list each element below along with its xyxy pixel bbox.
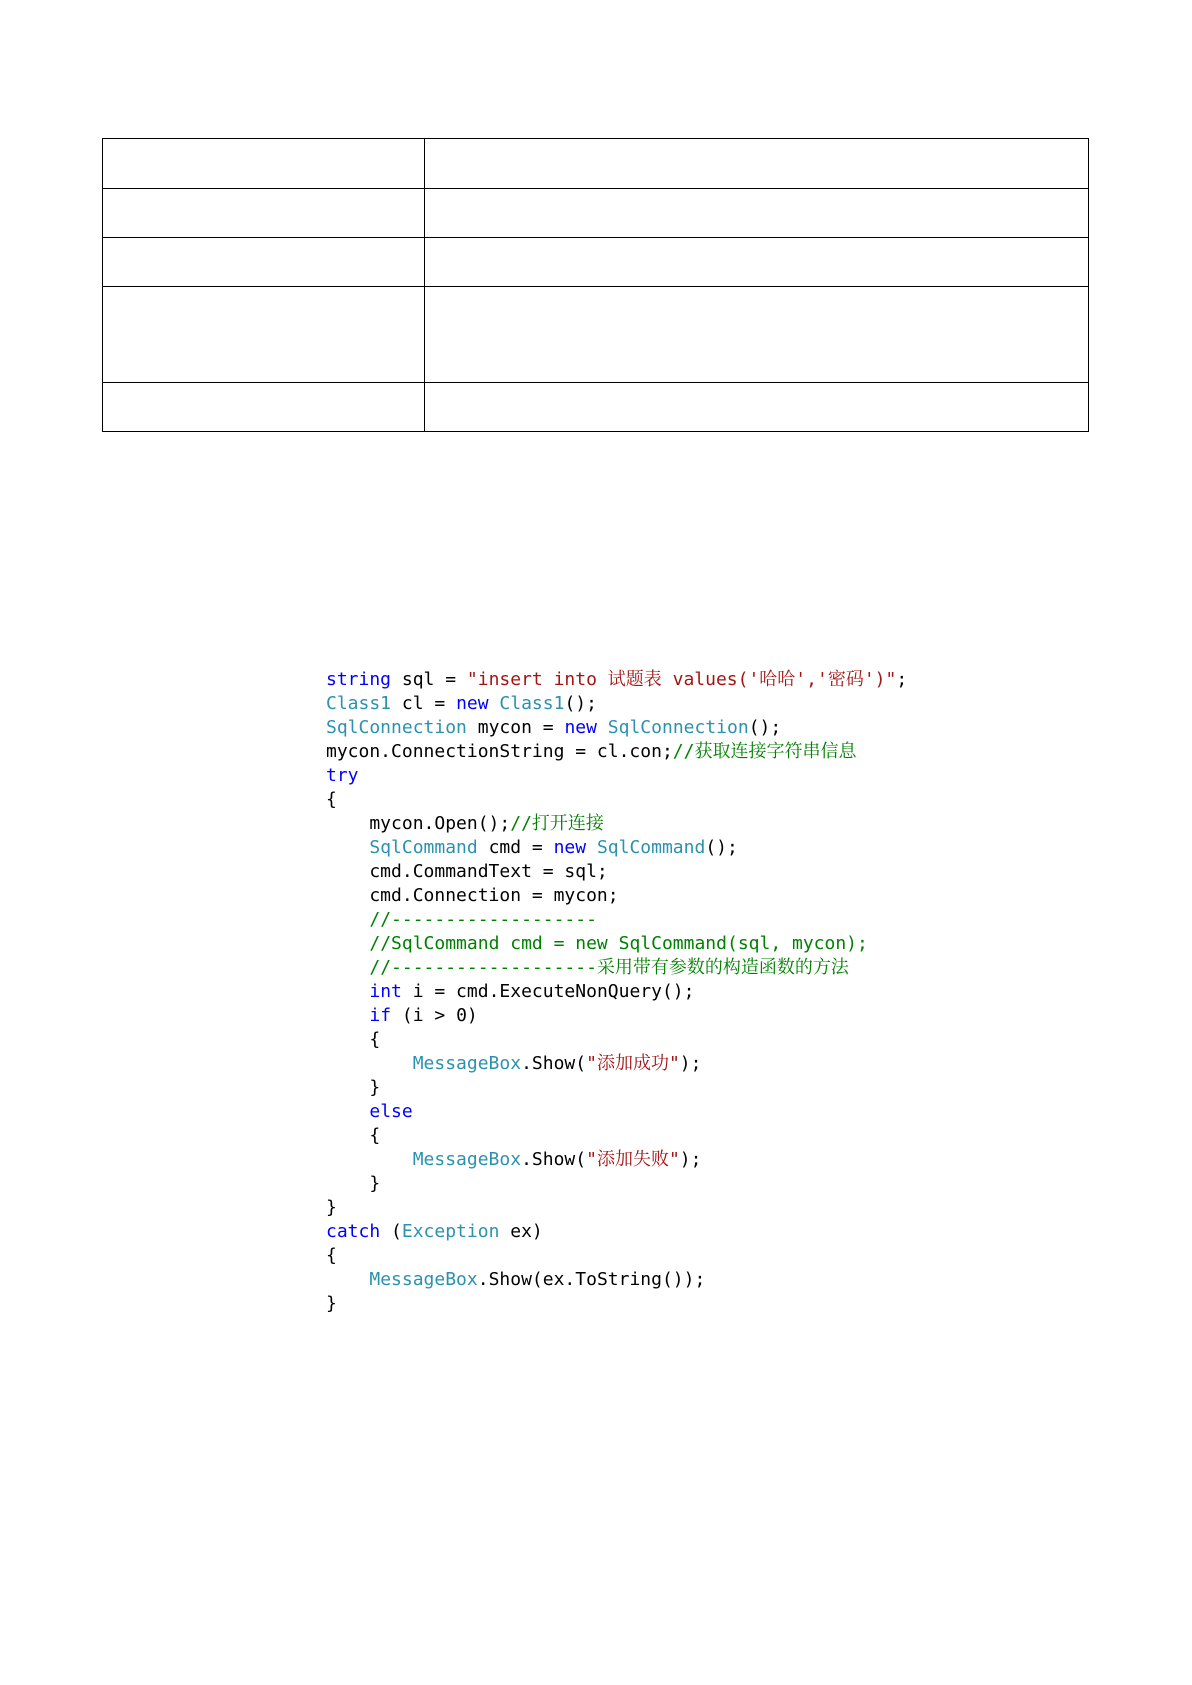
- code-line: [326, 1052, 907, 1076]
- code-token: SqlCommand: [369, 837, 478, 858]
- code-token: [586, 837, 597, 858]
- code-token: cl =: [391, 693, 457, 714]
- empty-table: [102, 138, 1088, 432]
- code-token: //SqlCommand cmd = new SqlCommand(sql, mycon);: [369, 933, 868, 954]
- table-cell: [425, 287, 1089, 383]
- code-line: [326, 740, 907, 764]
- code-token: cmd.CommandText = sql;: [326, 861, 608, 882]
- table-cell: [425, 189, 1089, 238]
- code-token: ;: [896, 669, 908, 690]
- table-row: [103, 189, 1089, 238]
- table-cell: [103, 287, 425, 383]
- code-token: cmd =: [477, 837, 554, 858]
- code-token: }: [326, 1197, 337, 1218]
- code-line: [326, 1196, 907, 1220]
- code-line: [326, 1148, 907, 1172]
- code-token: //打开连接: [510, 813, 604, 834]
- code-token: Class1: [499, 693, 565, 714]
- code-line: [326, 860, 907, 884]
- table-cell: [425, 139, 1089, 189]
- code-token: MessageBox: [412, 1053, 522, 1074]
- code-line: [326, 836, 907, 860]
- code-token: "insert into 试题表 values('哈哈','密码')": [466, 669, 897, 690]
- code-line: [326, 812, 907, 836]
- code-line: [326, 1124, 907, 1148]
- code-token: (: [380, 1221, 402, 1242]
- code-line: [326, 1268, 907, 1292]
- code-token: ();: [564, 693, 597, 714]
- code-token: mycon.Open();: [326, 813, 511, 834]
- code-token: .Show(: [521, 1149, 587, 1170]
- table-cell: [103, 139, 425, 189]
- code-token: MessageBox: [369, 1269, 478, 1290]
- code-token: [326, 1149, 413, 1170]
- code-token: "添加失败": [586, 1149, 680, 1170]
- code-token: Exception: [401, 1221, 500, 1242]
- code-token: );: [679, 1149, 702, 1170]
- code-token: SqlConnection: [607, 717, 749, 738]
- code-token: );: [679, 1053, 702, 1074]
- code-token: try: [326, 765, 359, 786]
- code-token: ();: [748, 717, 782, 738]
- code-line: [326, 1244, 907, 1268]
- code-token: [326, 1053, 413, 1074]
- code-line: [326, 1220, 907, 1244]
- code-line: [326, 956, 907, 980]
- code-token: [326, 933, 369, 954]
- table-row: [103, 238, 1089, 287]
- code-token: {: [326, 1125, 381, 1146]
- code-token: [326, 1101, 369, 1122]
- code-token: mycon.ConnectionString = cl.con;: [326, 741, 673, 762]
- code-token: else: [369, 1101, 413, 1122]
- table-row: [103, 139, 1089, 189]
- table-cell: [103, 383, 425, 432]
- code-line: [326, 908, 907, 932]
- code-token: .Show(ex.ToString());: [477, 1269, 706, 1290]
- code-token: //-------------------: [369, 909, 597, 930]
- code-token: [326, 909, 369, 930]
- code-line: [326, 1172, 907, 1196]
- code-line: [326, 1292, 907, 1316]
- code-line: [326, 668, 907, 692]
- code-token: [489, 693, 500, 714]
- code-token: //-------------------采用带有参数的构造函数的方法: [369, 957, 849, 978]
- form-table: [102, 138, 1089, 432]
- code-line: [326, 1100, 907, 1124]
- code-token: [326, 1005, 369, 1026]
- code-token: //获取连接字符串信息: [672, 741, 857, 762]
- code-line: [326, 692, 907, 716]
- code-token: [597, 717, 608, 738]
- code-line: [326, 1028, 907, 1052]
- code-snippet: [326, 668, 907, 1316]
- code-line: [326, 1004, 907, 1028]
- code-token: ex): [499, 1221, 543, 1242]
- table-cell: [425, 383, 1089, 432]
- code-token: int: [369, 981, 402, 1002]
- code-token: mycon =: [466, 717, 565, 738]
- code-token: new: [456, 693, 489, 714]
- code-token: "添加成功": [586, 1053, 680, 1074]
- code-token: {: [326, 789, 337, 810]
- code-token: new: [553, 837, 587, 858]
- code-token: }: [326, 1293, 337, 1314]
- code-token: SqlConnection: [326, 717, 467, 738]
- table-row: [103, 383, 1089, 432]
- code-token: cmd.Connection = mycon;: [326, 885, 619, 906]
- code-token: i = cmd.ExecuteNonQuery();: [401, 981, 695, 1002]
- code-token: [326, 981, 369, 1002]
- code-token: [326, 1269, 369, 1290]
- code-line: [326, 716, 907, 740]
- code-line: [326, 788, 907, 812]
- code-token: ();: [705, 837, 738, 858]
- code-line: [326, 764, 907, 788]
- code-token: sql =: [391, 669, 467, 690]
- code-token: MessageBox: [412, 1149, 522, 1170]
- code-token: catch: [326, 1221, 381, 1242]
- code-token: {: [326, 1245, 337, 1266]
- code-token: [326, 837, 369, 858]
- table-row: [103, 287, 1089, 383]
- code-line: [326, 980, 907, 1004]
- code-line: [326, 932, 907, 956]
- table-cell: [103, 238, 425, 287]
- code-token: if: [369, 1005, 392, 1026]
- table-cell: [103, 189, 425, 238]
- code-token: }: [326, 1077, 381, 1098]
- code-token: [326, 957, 369, 978]
- code-token: {: [326, 1029, 381, 1050]
- code-token: string: [326, 669, 392, 690]
- code-line: [326, 884, 907, 908]
- code-token: new: [564, 717, 597, 738]
- code-token: .Show(: [521, 1053, 587, 1074]
- table-cell: [425, 238, 1089, 287]
- code-line: [326, 1076, 907, 1100]
- code-token: Class1: [326, 693, 392, 714]
- code-token: }: [326, 1173, 381, 1194]
- code-token: SqlCommand: [596, 837, 706, 858]
- code-token: (i > 0): [391, 1005, 478, 1026]
